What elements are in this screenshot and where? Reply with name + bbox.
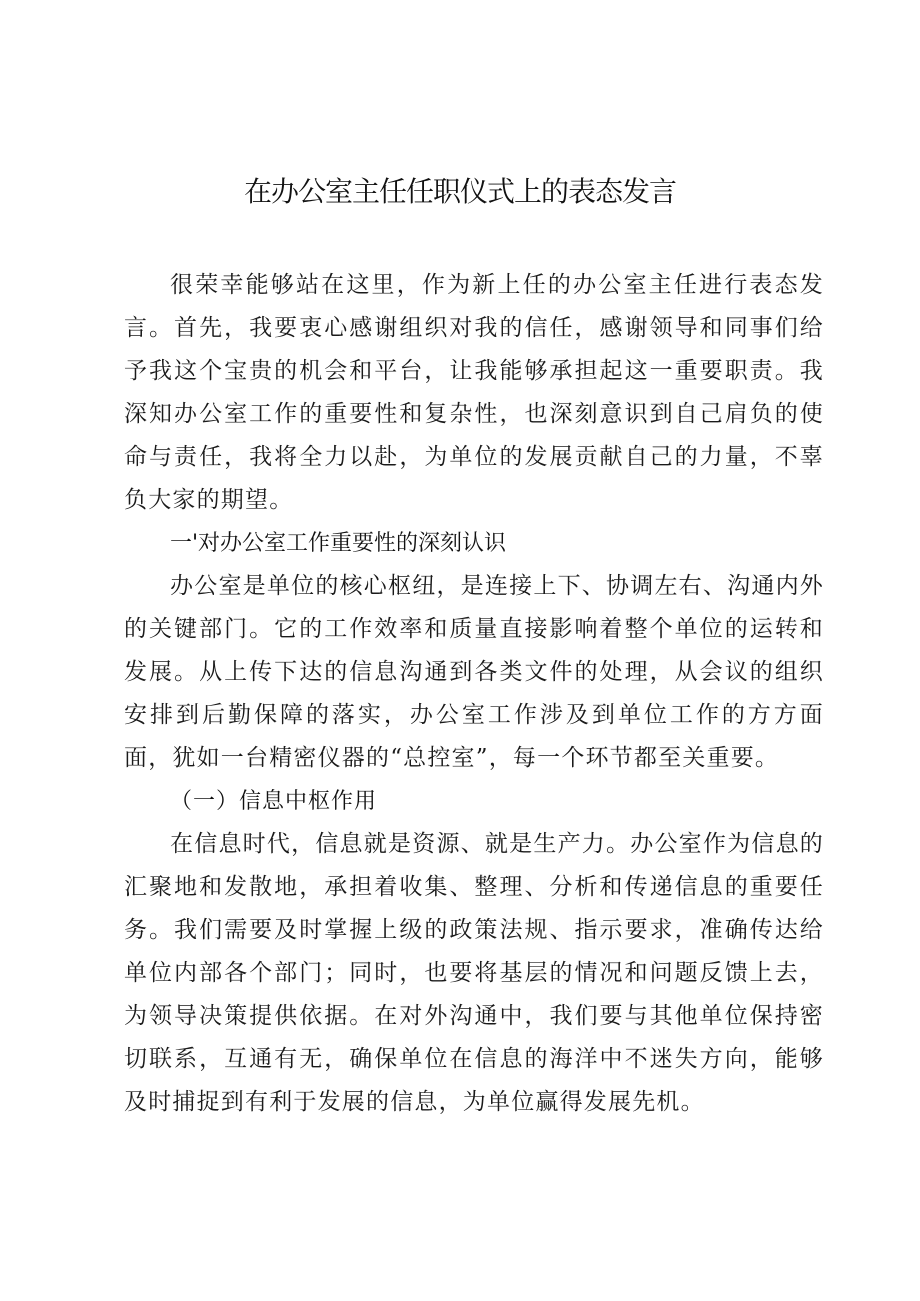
section-heading-1: 一'对办公室工作重要性的深刻认识 [170, 531, 507, 556]
document-body [124, 264, 824, 1124]
intro-paragraph: 很荣幸能够站在这里，作为新上任的办公室主任进行表态发言。首先，我要衷心感谢组织对我的信任，感谢领导和同事们给予我这个宝贵的机会和平台，让我能够承担起这一重要职责。我深知办公室工作的重要性和复杂性，也深刻意识到自己肩负的使命与责任，我将全力以赴，为单位的发展贡献自己的力量，不辜负大家的期望。 [124, 272, 824, 513]
section-paragraph-1: 办公室是单位的核心枢纽，是连接上下、协调左右、沟通内外的关键部门。它的工作效率和质量直接影响着整个单位的运转和发展。从上传下达的信息沟通到各类文件的处理，从会议的组织安排到后勤保障的落实，办公室工作涉及到单位工作的方方面面，犹如一台精密仪器的“总控室”，每一个环节都至关重要。 [124, 573, 824, 771]
subsection-heading-1: （一）信息中枢作用 [170, 789, 378, 814]
document-title: 在办公室主任任职仪式上的表态发言 [243, 175, 676, 208]
subsection-paragraph-1: 在信息时代，信息就是资源、就是生产力。办公室作为信息的汇聚地和发散地，承担着收集、整理、分析和传递信息的重要任务。我们需要及时掌握上级的政策法规、指示要求，准确传达给单位内部各个部门；同时，也要将基层的情况和问题反馈上去，为领导决策提供依据。在对外沟通中，我们要与其他单位保持密切联系，互通有无，确保单位在信息的海洋中不迷失方向，能够及时捕捉到有利于发展的信息，为单位赢得发展先机。 [124, 831, 824, 1115]
